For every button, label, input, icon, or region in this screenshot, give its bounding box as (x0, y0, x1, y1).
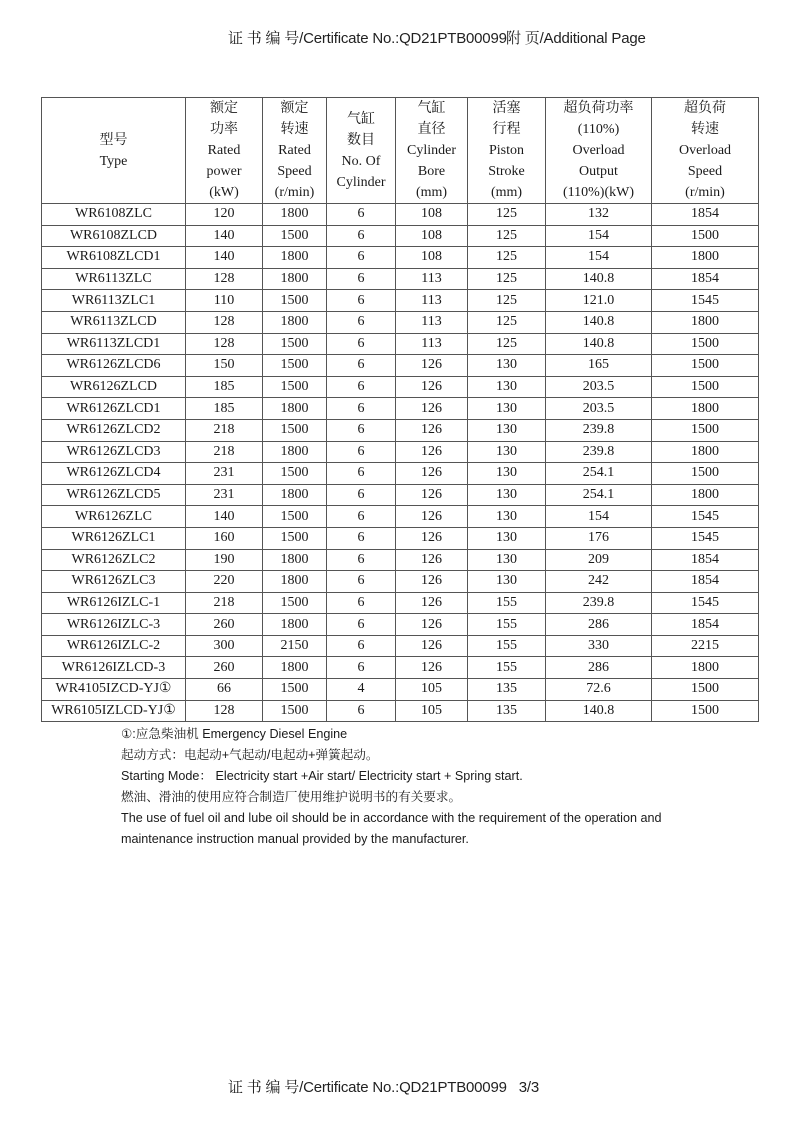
column-header-line: Bore (417, 164, 446, 179)
table-row (42, 571, 759, 593)
cell-type: WR6105IZLCD-YJ① (42, 700, 186, 722)
cell-rated-power: 300 (186, 635, 263, 657)
cell-piston-stroke: 125 (468, 311, 546, 333)
cell-overload-speed: 1854 (652, 204, 759, 226)
column-header-cylinder-bore (396, 98, 468, 204)
cell-rated-speed: 1800 (263, 268, 327, 290)
table-row (42, 635, 759, 657)
note-line: 起动方式：电起动+气起动/电起动+弹簧起动。 (121, 748, 379, 762)
cell-overload-speed: 1500 (652, 355, 759, 377)
cell-cylinder-count: 6 (327, 484, 396, 506)
table-row (42, 290, 759, 312)
column-header-line: Cylinder (407, 143, 456, 158)
cell-cylinder-bore: 126 (396, 614, 468, 636)
cell-overload-output: 203.5 (546, 398, 652, 420)
cell-rated-speed: 1500 (263, 419, 327, 441)
cell-cylinder-count: 6 (327, 376, 396, 398)
cell-rated-speed: 1800 (263, 549, 327, 571)
cell-overload-speed: 1545 (652, 290, 759, 312)
column-header-line: (r/min) (685, 185, 725, 200)
cell-cylinder-count: 6 (327, 635, 396, 657)
cell-cylinder-bore: 105 (396, 679, 468, 701)
cell-rated-speed: 1500 (263, 463, 327, 485)
cell-overload-output: 154 (546, 247, 652, 269)
cell-cylinder-bore: 108 (396, 204, 468, 226)
cell-cylinder-count: 6 (327, 419, 396, 441)
cell-rated-speed: 1800 (263, 657, 327, 679)
cell-type: WR6108ZLCD (42, 225, 186, 247)
cell-rated-power: 140 (186, 247, 263, 269)
cell-cylinder-bore: 126 (396, 355, 468, 377)
table-row (42, 484, 759, 506)
cell-rated-power: 220 (186, 571, 263, 593)
cell-piston-stroke: 155 (468, 592, 546, 614)
cell-cylinder-count: 6 (327, 614, 396, 636)
cell-overload-speed: 1500 (652, 679, 759, 701)
cell-rated-speed: 1500 (263, 333, 327, 355)
cell-overload-output: 154 (546, 506, 652, 528)
cell-rated-speed: 1500 (263, 679, 327, 701)
cell-overload-speed: 1500 (652, 419, 759, 441)
cell-type: WR6126IZLC-3 (42, 614, 186, 636)
cell-type: WR6113ZLC (42, 268, 186, 290)
cell-rated-speed: 1800 (263, 311, 327, 333)
cell-cylinder-bore: 113 (396, 268, 468, 290)
cell-rated-power: 140 (186, 225, 263, 247)
column-header-line: 行程 (492, 122, 521, 137)
column-header-line: (kW) (209, 185, 239, 200)
table-header (42, 98, 759, 204)
column-header-rated-speed (263, 98, 327, 204)
cell-overload-output: 72.6 (546, 679, 652, 701)
cell-cylinder-count: 6 (327, 657, 396, 679)
column-header-line: 转速 (280, 122, 309, 137)
cell-type: WR6113ZLC1 (42, 290, 186, 312)
cell-cylinder-bore: 126 (396, 398, 468, 420)
cell-type: WR6126IZLC-1 (42, 592, 186, 614)
cell-rated-power: 66 (186, 679, 263, 701)
column-header-line: Rated (207, 143, 241, 158)
cell-type: WR6113ZLCD1 (42, 333, 186, 355)
table-row (42, 527, 759, 549)
cell-rated-speed: 1800 (263, 441, 327, 463)
table-body (42, 204, 759, 722)
cell-overload-output: 140.8 (546, 268, 652, 290)
column-header-line: (110%)(kW) (562, 185, 634, 200)
cell-rated-power: 120 (186, 204, 263, 226)
table-row (42, 549, 759, 571)
cell-piston-stroke: 130 (468, 549, 546, 571)
cell-rated-power: 218 (186, 441, 263, 463)
column-header-line: 超负荷功率 (563, 101, 634, 116)
cell-cylinder-count: 6 (327, 333, 396, 355)
cell-overload-speed: 1500 (652, 700, 759, 722)
table-row (42, 700, 759, 722)
footer-certificate-number: 证 书 编 号/Certificate No.:QD21PTB00099 (228, 1079, 507, 1096)
cell-rated-power: 150 (186, 355, 263, 377)
table-row (42, 592, 759, 614)
cell-type: WR6108ZLCD1 (42, 247, 186, 269)
cell-rated-power: 128 (186, 333, 263, 355)
cell-cylinder-bore: 126 (396, 635, 468, 657)
cell-type: WR6126ZLCD1 (42, 398, 186, 420)
column-header-line: (mm) (415, 185, 448, 200)
cell-cylinder-bore: 126 (396, 657, 468, 679)
cell-cylinder-bore: 126 (396, 549, 468, 571)
cell-cylinder-bore: 113 (396, 311, 468, 333)
cell-cylinder-bore: 126 (396, 376, 468, 398)
cell-rated-power: 260 (186, 614, 263, 636)
column-header-line: 气缸 (417, 101, 446, 116)
cell-piston-stroke: 130 (468, 355, 546, 377)
cell-cylinder-bore: 126 (396, 592, 468, 614)
cell-cylinder-count: 6 (327, 506, 396, 528)
cell-overload-output: 140.8 (546, 311, 652, 333)
cell-overload-output: 330 (546, 635, 652, 657)
column-header-line: 额定 (280, 101, 309, 116)
page-number: 3/3 (518, 1079, 540, 1096)
cell-overload-output: 286 (546, 614, 652, 636)
cell-overload-speed: 1854 (652, 614, 759, 636)
column-header-line: (mm) (490, 185, 523, 200)
cell-piston-stroke: 125 (468, 225, 546, 247)
engine-spec-table (41, 97, 759, 722)
cell-cylinder-count: 6 (327, 700, 396, 722)
table-row (42, 614, 759, 636)
column-header-line: 额定 (210, 101, 238, 116)
column-header-line: Cylinder (336, 174, 386, 190)
column-header-overload-speed (652, 98, 759, 204)
cell-overload-speed: 1545 (652, 527, 759, 549)
cell-rated-power: 190 (186, 549, 263, 571)
cell-cylinder-bore: 126 (396, 419, 468, 441)
page-footer (228, 1076, 539, 1097)
cell-rated-power: 128 (186, 311, 263, 333)
cell-piston-stroke: 130 (468, 506, 546, 528)
cell-overload-speed: 1854 (652, 571, 759, 593)
table-row (42, 463, 759, 485)
cell-cylinder-count: 6 (327, 398, 396, 420)
cell-overload-speed: 1545 (652, 506, 759, 528)
cell-rated-power: 260 (186, 657, 263, 679)
cell-overload-output: 203.5 (546, 376, 652, 398)
cell-overload-speed: 1500 (652, 463, 759, 485)
note-line: The use of fuel oil and lube oil should be in accordance with the requirement of the operation and (121, 811, 662, 825)
cell-overload-output: 140.8 (546, 333, 652, 355)
note-line: ①:应急柴油机 Emergency Diesel Engine (121, 727, 348, 741)
table-row (42, 679, 759, 701)
cell-type: WR6126ZLCD2 (42, 419, 186, 441)
cell-rated-speed: 1800 (263, 571, 327, 593)
cell-rated-speed: 1800 (263, 614, 327, 636)
cell-piston-stroke: 125 (468, 204, 546, 226)
cell-rated-power: 185 (186, 376, 263, 398)
cell-rated-power: 218 (186, 592, 263, 614)
cell-overload-output: 132 (546, 204, 652, 226)
cell-overload-output: 286 (546, 657, 652, 679)
cell-overload-speed: 1800 (652, 398, 759, 420)
cell-overload-speed: 1854 (652, 268, 759, 290)
column-header-line: 直径 (417, 122, 446, 137)
cell-cylinder-count: 6 (327, 527, 396, 549)
cell-type: WR6126ZLC1 (42, 527, 186, 549)
column-header-line: Type (99, 153, 128, 169)
cell-piston-stroke: 130 (468, 571, 546, 593)
cell-rated-speed: 1500 (263, 527, 327, 549)
cell-cylinder-bore: 126 (396, 506, 468, 528)
cell-type: WR6126ZLC2 (42, 549, 186, 571)
column-header-line: (r/min) (274, 185, 315, 200)
cell-rated-speed: 1500 (263, 225, 327, 247)
cell-type: WR6126ZLCD5 (42, 484, 186, 506)
table-row (42, 311, 759, 333)
header-certificate-number: 证 书 编 号/Certificate No.:QD21PTB00099 (228, 30, 507, 47)
cell-cylinder-count: 6 (327, 225, 396, 247)
cell-cylinder-count: 6 (327, 204, 396, 226)
cell-cylinder-count: 6 (327, 311, 396, 333)
cell-piston-stroke: 130 (468, 398, 546, 420)
cell-overload-speed: 2215 (652, 635, 759, 657)
column-header-line: 超负荷 (684, 101, 726, 116)
column-header-line: Output (579, 164, 618, 179)
cell-piston-stroke: 130 (468, 463, 546, 485)
cell-piston-stroke: 130 (468, 419, 546, 441)
cell-cylinder-count: 6 (327, 549, 396, 571)
cell-overload-speed: 1800 (652, 484, 759, 506)
table-row (42, 419, 759, 441)
column-header-line: Overload (572, 143, 625, 158)
header-additional-page: 附 页/Additional Page (506, 30, 646, 47)
cell-overload-speed: 1545 (652, 592, 759, 614)
cell-cylinder-count: 4 (327, 679, 396, 701)
cell-rated-power: 128 (186, 268, 263, 290)
cell-type: WR6126IZLCD-3 (42, 657, 186, 679)
note-line: Starting Mode： Electricity start +Air start/ Electricity start + Spring start. (121, 769, 523, 783)
cell-rated-power: 160 (186, 527, 263, 549)
table-row (42, 247, 759, 269)
cell-cylinder-bore: 126 (396, 484, 468, 506)
column-header-line: No. Of (341, 153, 381, 169)
cell-rated-power: 110 (186, 290, 263, 312)
cell-piston-stroke: 130 (468, 441, 546, 463)
cell-piston-stroke: 155 (468, 657, 546, 679)
cell-rated-power: 218 (186, 419, 263, 441)
cell-overload-speed: 1500 (652, 333, 759, 355)
column-header-line: Rated (278, 143, 311, 158)
cell-type: WR6126IZLC-2 (42, 635, 186, 657)
cell-type: WR6126ZLC3 (42, 571, 186, 593)
cell-piston-stroke: 130 (468, 527, 546, 549)
table-row (42, 398, 759, 420)
table-row (42, 441, 759, 463)
cell-piston-stroke: 155 (468, 614, 546, 636)
cell-overload-output: 254.1 (546, 484, 652, 506)
cell-cylinder-bore: 113 (396, 333, 468, 355)
cell-rated-speed: 2150 (263, 635, 327, 657)
cell-rated-power: 128 (186, 700, 263, 722)
cell-overload-output: 239.8 (546, 441, 652, 463)
cell-piston-stroke: 135 (468, 700, 546, 722)
column-header-line: 功率 (210, 122, 238, 137)
cell-overload-output: 239.8 (546, 419, 652, 441)
note-line: 燃油、滑油的使用应符合制造厂使用维护说明书的有关要求。 (121, 790, 462, 804)
cell-overload-output: 176 (546, 527, 652, 549)
cell-rated-speed: 1800 (263, 398, 327, 420)
cell-overload-speed: 1800 (652, 247, 759, 269)
cell-cylinder-bore: 126 (396, 441, 468, 463)
header-row (42, 98, 759, 204)
cell-type: WR6126ZLC (42, 506, 186, 528)
cell-type: WR6126ZLCD4 (42, 463, 186, 485)
cell-cylinder-bore: 105 (396, 700, 468, 722)
column-header-line: 型号 (99, 132, 128, 148)
cell-piston-stroke: 125 (468, 247, 546, 269)
column-header-line: (110%) (577, 122, 620, 137)
cell-piston-stroke: 135 (468, 679, 546, 701)
column-header-line: 活塞 (492, 101, 521, 116)
column-header-line: Speed (277, 164, 312, 179)
cell-overload-output: 140.8 (546, 700, 652, 722)
cell-overload-output: 121.0 (546, 290, 652, 312)
column-header-cylinder-count (327, 98, 396, 204)
cell-type: WR6108ZLC (42, 204, 186, 226)
cell-cylinder-count: 6 (327, 592, 396, 614)
note-line: maintenance instruction manual provided by the manufacturer. (121, 832, 469, 846)
cell-overload-speed: 1800 (652, 441, 759, 463)
cell-overload-speed: 1854 (652, 549, 759, 571)
column-header-rated-power (186, 98, 263, 204)
cell-rated-speed: 1500 (263, 355, 327, 377)
cell-cylinder-bore: 126 (396, 571, 468, 593)
cell-rated-power: 185 (186, 398, 263, 420)
cell-rated-power: 231 (186, 463, 263, 485)
cell-piston-stroke: 155 (468, 635, 546, 657)
cell-cylinder-bore: 108 (396, 247, 468, 269)
table-row (42, 355, 759, 377)
cell-cylinder-bore: 126 (396, 463, 468, 485)
cell-piston-stroke: 125 (468, 333, 546, 355)
notes-section (121, 724, 761, 850)
cell-overload-output: 239.8 (546, 592, 652, 614)
cell-cylinder-count: 6 (327, 463, 396, 485)
column-header-line: power (206, 164, 242, 179)
table-row (42, 204, 759, 226)
cell-rated-speed: 1500 (263, 376, 327, 398)
table-row (42, 333, 759, 355)
table-row (42, 657, 759, 679)
cell-rated-speed: 1500 (263, 592, 327, 614)
cell-rated-speed: 1500 (263, 700, 327, 722)
cell-type: WR6126ZLCD3 (42, 441, 186, 463)
column-header-piston-stroke (468, 98, 546, 204)
cell-rated-speed: 1500 (263, 506, 327, 528)
cell-cylinder-count: 6 (327, 571, 396, 593)
column-header-overload-output (546, 98, 652, 204)
cell-overload-speed: 1500 (652, 225, 759, 247)
cell-type: WR6113ZLCD (42, 311, 186, 333)
column-header-type (42, 98, 186, 204)
column-header-line: Speed (687, 164, 723, 179)
cell-cylinder-count: 6 (327, 268, 396, 290)
cell-overload-output: 154 (546, 225, 652, 247)
cell-cylinder-count: 6 (327, 355, 396, 377)
cell-piston-stroke: 130 (468, 376, 546, 398)
column-header-line: Piston (488, 143, 524, 158)
cell-cylinder-bore: 108 (396, 225, 468, 247)
column-header-line: 转速 (691, 122, 719, 137)
table-row (42, 268, 759, 290)
cell-piston-stroke: 130 (468, 484, 546, 506)
table-row (42, 506, 759, 528)
cell-overload-output: 242 (546, 571, 652, 593)
column-header-line: Stroke (488, 164, 525, 179)
cell-overload-output: 209 (546, 549, 652, 571)
column-header-line: Overload (678, 143, 732, 158)
table-row (42, 376, 759, 398)
cell-cylinder-count: 6 (327, 441, 396, 463)
cell-rated-speed: 1500 (263, 290, 327, 312)
cell-piston-stroke: 125 (468, 290, 546, 312)
cell-overload-speed: 1500 (652, 376, 759, 398)
cell-cylinder-count: 6 (327, 247, 396, 269)
table-row (42, 225, 759, 247)
cell-type: WR6126ZLCD6 (42, 355, 186, 377)
cell-type: WR6126ZLCD (42, 376, 186, 398)
cell-overload-output: 165 (546, 355, 652, 377)
cell-rated-speed: 1800 (263, 204, 327, 226)
cell-cylinder-count: 6 (327, 290, 396, 312)
cell-overload-output: 254.1 (546, 463, 652, 485)
cell-rated-power: 140 (186, 506, 263, 528)
cell-rated-speed: 1800 (263, 484, 327, 506)
cell-type: WR4105IZCD-YJ① (42, 679, 186, 701)
cell-cylinder-bore: 113 (396, 290, 468, 312)
cell-cylinder-bore: 126 (396, 527, 468, 549)
column-header-line: 数目 (347, 132, 375, 148)
cell-piston-stroke: 125 (468, 268, 546, 290)
cell-rated-speed: 1800 (263, 247, 327, 269)
cell-overload-speed: 1800 (652, 311, 759, 333)
column-header-line: 气缸 (347, 111, 375, 127)
cell-overload-speed: 1800 (652, 657, 759, 679)
cell-rated-power: 231 (186, 484, 263, 506)
